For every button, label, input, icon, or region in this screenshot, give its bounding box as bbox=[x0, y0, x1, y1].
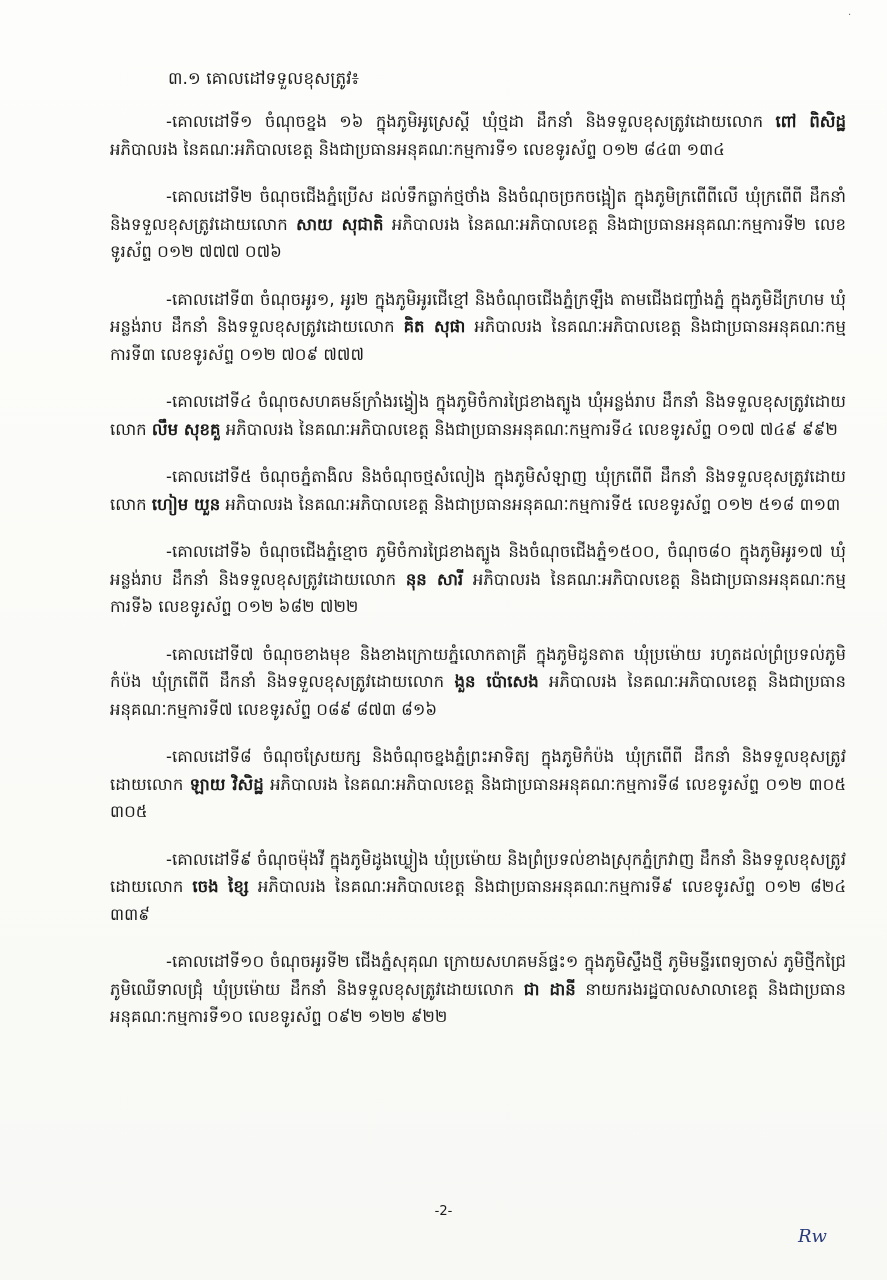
official-name: ឡាយ វិសិដ្ឋ bbox=[189, 774, 264, 794]
official-name: នុន សារី bbox=[405, 569, 464, 589]
paragraph-text: នាយករងរដ្ឋបាលសាលាខេត្ត និងជាប្រធានអនុគណៈកម្មការទី១០ លេខទូរស័ព្ទ ០៩២ ១២២ ៩២២ bbox=[110, 979, 846, 1026]
target-paragraph-9 bbox=[110, 846, 846, 929]
paragraph-text: -គោលដៅទី៦ ចំណុចជើងភ្នំខ្មោច ភូមិចំការជ្រៃខាងត្បូង និងចំណុចជើងភ្នំ១៥០០, ចំណុច៨០ ក្នុងភូមិអូរ១៧ ឃុំអន្លង់រាប ដឹកនាំ និងទទួលខុសត្រូវដោយលោក bbox=[110, 542, 846, 589]
scan-speck: · bbox=[848, 10, 852, 21]
target-paragraph-4 bbox=[110, 388, 846, 443]
target-paragraph-5 bbox=[110, 463, 846, 518]
paragraph-text: អភិបាលរង នៃគណៈអភិបាលខេត្ត និងជាប្រធានអនុគណៈកម្មការទី៧ លេខទូរស័ព្ទ ០៨៩ ៨៧៣ ៨១៦ bbox=[110, 672, 846, 719]
paragraph-text: -គោលដៅទី២ ចំណុចជើងភ្នំប្រើស ដល់ទឹកធ្លាក់ថ្មថាំង និងចំណុចច្រកចង្អៀត ក្នុងភូមិក្រពើពីលើ ឃុំក្រពើពី ដឹកនាំ និងទទួលខុសត្រូវដោយលោក bbox=[110, 187, 846, 234]
official-name: លឹម សុខគួ bbox=[151, 419, 221, 439]
paragraph-text: -គោលដៅទី៩ ចំណុចម៉ុងវី ក្នុងភូមិដូងឃ្លៀង ឃុំប្រម៉ោយ និងព្រំប្រទល់ខាងស្រុកភ្នំក្រវាញ ដឹកនាំ និងទទួលខុសត្រូវដោយលោក bbox=[110, 849, 846, 896]
target-paragraph-3 bbox=[110, 286, 846, 369]
target-paragraph-8 bbox=[110, 743, 846, 826]
paragraph-text: អភិបាលរង នៃគណៈអភិបាលខេត្ត និងជាប្រធានអនុគណៈកម្មការទី៤ លេខទូរស័ព្ទ ០១៧ ៧៤៩ ៩៩២ bbox=[220, 419, 838, 439]
paragraph-text: -គោលដៅទី១ ចំណុចខ្នង ១៦ ក្នុងភូមិអូស្រេស្តី ឃុំថ្មដា ដឹកនាំ និងទទួលខុសត្រូវដោយលោក bbox=[166, 112, 776, 131]
paragraph-text: អភិបាលរង នៃគណៈអភិបាលខេត្ត និងជាប្រធានអនុគណៈកម្មការទី១ លេខទូរស័ព្ទ ០១២ ៨៤៣ ១៣៤ bbox=[110, 139, 725, 159]
official-name: ងួន ប៉ោសេង bbox=[454, 672, 539, 691]
official-name: គិត សុផា bbox=[403, 317, 466, 336]
handwritten-initials: Rw bbox=[798, 1226, 827, 1247]
paragraph-text: -គោលដៅទី១០ ចំណុចអូរទី២ ជើងភ្នំសុគុណ ក្រោយសហគមន៍ផ្ទះ១ ក្នុងភូមិស្ទឹងថ្មី ភូមិមន្ទីរពេទ្យចាស់ ភូមិថ្មីកជ្រៃ ភូមិឈើទាលជ្រុំ ឃុំប្រម៉ោយ ដឹកនាំ និងទទួលខុសត្រូវដោយលោក bbox=[110, 952, 846, 999]
paragraph-text: -គោលដៅទី៧ ចំណុចខាងមុខ និងខាងក្រោយភ្នំលោកតាគ្រី ក្នុងភូមិដូនតាត ឃុំប្រម៉ោយ រហូតដល់ព្រំប្រទល់ភូមិកំប៉ង ឃុំក្រពើពី ដឹកនាំ និងទទួលខុសត្រូវដោយលោក bbox=[110, 644, 846, 691]
paragraph-text: -គោលដៅទី៨ ចំណុចស្រែយក្ស និងចំណុចខ្នងភ្នំព្រះអាទិត្យ ក្នុងភូមិកំប៉ង ឃុំក្រពើពី ដឹកនាំ និងទទួលខុសត្រូវដោយលោក bbox=[110, 747, 846, 794]
target-paragraph-7 bbox=[110, 641, 846, 724]
paragraph-text: អភិបាលរង នៃគណៈអភិបាលខេត្ត និងជាប្រធានអនុគណៈកម្មការទី៥ លេខទូរស័ព្ទ ០១២ ៥១៨ ៣១៣ bbox=[220, 494, 841, 514]
section-title: ៣.១ គោលដៅទទួលខុសត្រូវ៖ bbox=[168, 69, 360, 89]
paragraph-text: អភិបាលរង នៃគណៈអភិបាលខេត្ត និងជាប្រធានអនុគណៈកម្មការទី៦ លេខទូរស័ព្ទ ០១២ ៦៨២ ៧២២ bbox=[110, 569, 846, 616]
target-paragraph-6 bbox=[110, 538, 846, 621]
paragraph-text: អភិបាលរង នៃគណៈអភិបាលខេត្ត និងជាប្រធានអនុគណៈកម្មការទី៩ លេខទូរស័ព្ទ ០១២ ៨២៤ ៣៣៩ bbox=[110, 877, 847, 924]
target-paragraph-10 bbox=[110, 948, 846, 1031]
official-name: ចេង ខ្សៃ bbox=[192, 877, 249, 896]
paragraph-text: -គោលដៅទី៣ ចំណុចអូរ១, អូរ២ ក្នុងភូមិអូរជើខ្មៅ និងចំណុចជើងភ្នំក្រឡឹង តាមជើងជញ្ជាំងភ្នំ ក្នុងភូមិដីក្រហម ឃុំអន្លង់រាប ដឹកនាំ និងទទួលខុសត្រូវដោយលោក bbox=[110, 289, 846, 336]
page-number: -2- bbox=[434, 1204, 453, 1219]
official-name: ពៅ ពិសិដ្ឋ bbox=[775, 112, 846, 131]
paragraph-text: អភិបាលរង នៃគណៈអភិបាលខេត្ត និងជាប្រធានអនុគណៈកម្មការទី៨ លេខទូរស័ព្ទ ០១២ ៣០៥ ៣០៥ bbox=[110, 774, 846, 821]
document-body bbox=[110, 108, 846, 1051]
paragraph-text: អភិបាលរង នៃគណៈអភិបាលខេត្ត និងជាប្រធានអនុគណៈកម្មការទី៣ លេខទូរស័ព្ទ ០១២ ៧០៩ ៧៧៧ bbox=[110, 317, 846, 364]
paragraph-text: -គោលដៅទី៥ ចំណុចភ្នំតាងិល និងចំណុចថ្មសំលៀង ក្នុងភូមិសំឡាញ ឃុំក្រពើពី ដឹកនាំ និងទទួលខុសត្រូវដោយលោក bbox=[110, 467, 846, 514]
official-name: ហៀម យួន bbox=[151, 494, 221, 514]
target-paragraph-1 bbox=[110, 108, 846, 163]
paragraph-text: -គោលដៅទី៤ ចំណុចសហគមន៍ក្រាំងរង្វៀង ក្នុងភូមិចំការជ្រៃខាងត្បូង ឃុំអន្លង់រាប ដឹកនាំ និងទទួលខុសត្រូវដោយលោក bbox=[110, 392, 846, 439]
paragraph-text: អភិបាលរង នៃគណៈអភិបាលខេត្ត និងជាប្រធានអនុគណៈកម្មការទី២ លេខទូរស័ព្ទ ០១២ ៧៧៧ ០៧៦ bbox=[110, 214, 847, 261]
official-name: សាយ សុជាតិ bbox=[296, 214, 384, 234]
target-paragraph-2 bbox=[110, 183, 846, 266]
official-name: ជា ដានី bbox=[523, 979, 576, 999]
